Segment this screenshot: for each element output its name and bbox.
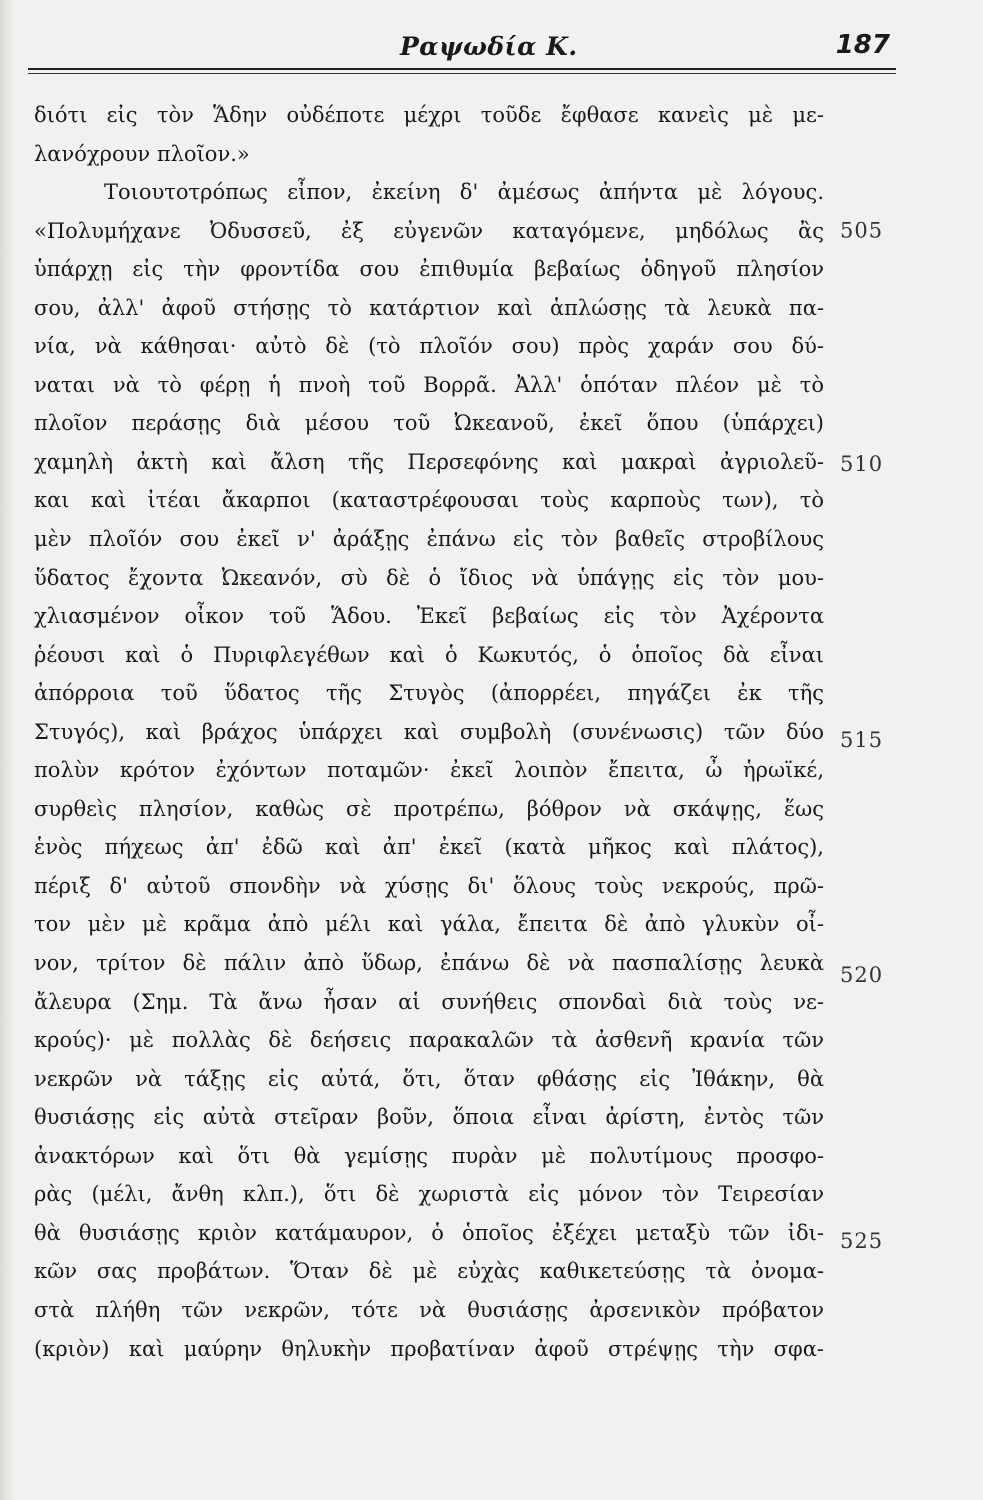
text-line: νον, τρίτον δὲ πάλιν ἀπὸ ὕδωρ, ἐπάνω δὲ νὰ πασπαλίσῃς λευκὰ [34, 951, 824, 976]
text-line: πολὺν κρότον ἐχόντων ποταμῶν· ἐκεῖ λοιπὸν ἔπειτα, ὦ ἡρωϊκέ, [34, 758, 824, 783]
text-line: Τοιουτοτρόπως εἶπον, ἐκείνη δ' ἀμέσως ἀπήντα μὲ λόγους. [104, 180, 824, 205]
line-number: 505 [840, 218, 884, 243]
text-line: ρὰς (μέλι, ἄνθη κλπ.), ὅτι δὲ χωριστὰ εἰς μόνον τὸν Τειρεσίαν [34, 1182, 824, 1207]
text-line: ἄλευρα (Σημ. Τὰ ἄνω ἦσαν αἱ συνήθεις σπονδαὶ διὰ τοὺς νε- [34, 989, 824, 1014]
text-line: ἀπόρροια τοῦ ὕδατος τῆς Στυγὸς (ἀπορρέει, πηγάζει ἐκ τῆς [34, 681, 824, 706]
line-number: 520 [840, 963, 884, 988]
text-line: λανόχρουν πλοῖον.» [34, 141, 250, 166]
text-line: πλοῖον περάσῃς διὰ μέσου τοῦ Ὠκεανοῦ, ἐκεῖ ὅπου (ὑπάρχει) [34, 411, 824, 436]
text-line: «Πολυμήχανε Ὀδυσσεῦ, ἐξ εὐγενῶν καταγόμενε, μηδόλως ἂς [34, 218, 824, 243]
body-text [34, 96, 824, 1368]
line-number: 515 [840, 727, 884, 752]
text-line: ἀνακτόρων καὶ ὅτι θὰ γεμίσῃς πυρὰν μὲ πολυτίμους προσφο- [34, 1143, 824, 1168]
text-line: νία, νὰ κάθησαι· αὐτὸ δὲ (τὸ πλοῖόν σου) πρὸς χαράν σου δύ- [34, 334, 824, 359]
text-line: (κριὸν) καὶ μαύρην θηλυκὴν προβατίναν ἀφοῦ στρέψῃς τὴν σφα- [34, 1336, 824, 1361]
text-line: πέριξ δ' αὐτοῦ σπονδὴν νὰ χύσῃς δι' ὅλους τοὺς νεκρούς, πρῶ- [34, 873, 824, 898]
text-line: χαμηλὴ ἀκτὴ καὶ ἄλση τῆς Περσεφόνης καὶ μακραὶ ἀγριολεῦ- [34, 449, 824, 474]
page-gutter-shadow [0, 0, 14, 1500]
text-line: συρθεὶς πλησίον, καθὼς σὲ προτρέπω, βόθρον νὰ σκάψῃς, ἕως [34, 796, 824, 821]
text-line: θὰ θυσιάσῃς κριὸν κατάμαυρον, ὁ ὁποῖος ἐξέχει μεταξὺ τῶν ἰδι- [34, 1220, 824, 1245]
text-line: στὰ πλήθη τῶν νεκρῶν, τότε νὰ θυσιάσῃς ἀρσενικὸν πρόβατον [34, 1297, 824, 1322]
page-number: 187 [835, 30, 890, 60]
text-line: νεκρῶν νὰ τάξῃς εἰς αὐτά, ὅτι, ὅταν φθάσῃς εἰς Ἰθάκην, θὰ [34, 1066, 824, 1091]
text-line: ῥέουσι καὶ ὁ Πυριφλεγέθων καὶ ὁ Κωκυτός, ὁ ὁποῖος δὰ εἶναι [34, 642, 824, 667]
text-line: Στυγός), καὶ βράχος ὑπάρχει καὶ συμβολὴ (συνένωσις) τῶν δύο [34, 719, 824, 744]
page-header [28, 28, 896, 74]
text-line: μὲν πλοῖόν σου ἐκεῖ ν' ἀράξῃς ἐπάνω εἰς τὸν βαθεῖς στροβίλους [34, 527, 824, 552]
text-line: και καὶ ἰτέαι ἄκαρποι (καταστρέφουσαι τοὺς καρποὺς των), τὸ [34, 488, 824, 513]
text-line: κρούς)· μὲ πολλὰς δὲ δεήσεις παρακαλῶν τὰ ἀσθενῆ κρανία τῶν [34, 1028, 824, 1053]
running-title: Ραψωδία Κ. [400, 32, 578, 61]
text-line: σου, ἀλλ' ἀφοῦ στήσῃς τὸ κατάρτιον καὶ ἁπλώσῃς τὰ λευκὰ πα- [34, 295, 824, 320]
line-number: 510 [840, 451, 884, 476]
text-line: κῶν σας προβάτων. Ὅταν δὲ μὲ εὐχὰς καθικετεύσῃς τὰ ὀνομα- [34, 1259, 824, 1284]
header-rule-thick [28, 68, 896, 70]
text-line: ἑνὸς πήχεως ἀπ' ἐδῶ καὶ ἀπ' ἐκεῖ (κατὰ μῆκος καὶ πλάτος), [34, 835, 824, 860]
text-line: ναται νὰ τὸ φέρῃ ἡ πνοὴ τοῦ Βορρᾶ. Ἀλλ' ὁπόταν πλέον μὲ τὸ [34, 372, 824, 397]
header-rule-thin [28, 73, 896, 74]
text-line: θυσιάσῃς εἰς αὐτὰ στεῖραν βοῦν, ὅποια εἶναι ἀρίστη, ἐντὸς τῶν [34, 1105, 824, 1130]
text-line: ὕδατος ἔχοντα Ὠκεανόν, σὺ δὲ ὁ ἴδιος νὰ ὑπάγῃς εἰς τὸν μου- [34, 565, 824, 590]
text-line: τον μὲν μὲ κρᾶμα ἀπὸ μέλι καὶ γάλα, ἔπειτα δὲ ἀπὸ γλυκὺν οἶ- [34, 912, 824, 937]
text-line: διότι εἰς τὸν Ἅδην οὐδέποτε μέχρι τοῦδε ἔφθασε κανεὶς μὲ με- [34, 103, 824, 127]
line-number: 525 [840, 1228, 884, 1253]
text-line: χλιασμένον οἶκον τοῦ Ἅδου. Ἐκεῖ βεβαίως εἰς τὸν Ἀχέροντα [34, 604, 824, 629]
text-line: ὑπάρχῃ εἰς τὴν φροντίδα σου ἐπιθυμία βεβαίως ὁδηγοῦ πλησίον [34, 257, 824, 282]
